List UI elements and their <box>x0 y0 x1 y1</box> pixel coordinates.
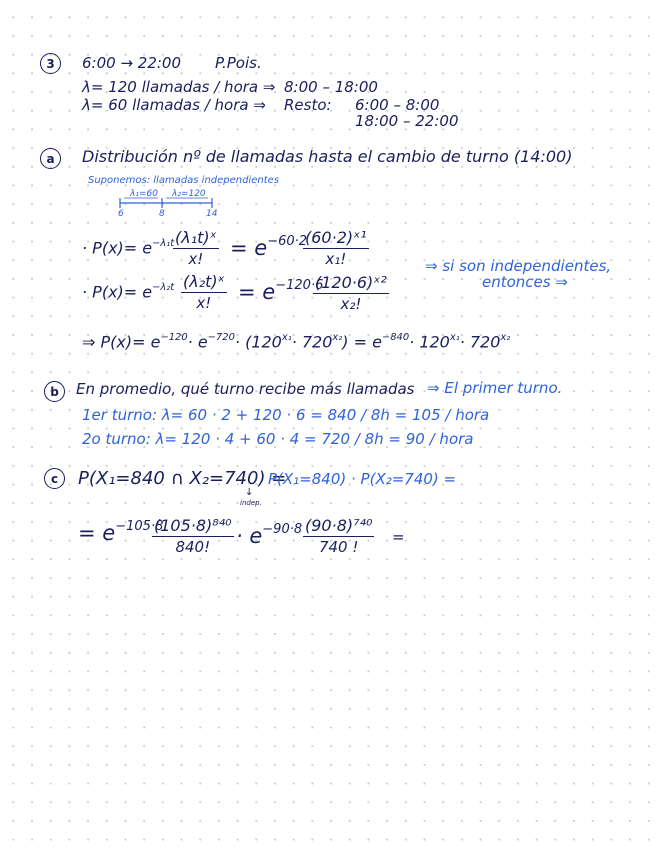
part-b-answer: ⇒ El primer turno. <box>427 379 563 397</box>
rest-label: Resto: <box>284 96 332 114</box>
part-c-line-1b: P(X₁=840) · P(X₂=740) = <box>268 470 457 488</box>
problem-number-3: 3 <box>40 53 61 74</box>
timeline-tick-8: 8 <box>159 209 165 219</box>
part-b-row-1: 1er turno: λ= 60 · 2 + 120 · 6 = 840 / 8h = 105 / hora <box>82 406 490 424</box>
part-c-marker: c <box>44 468 65 489</box>
part-a-marker: a <box>40 148 61 169</box>
formula-2-lhs: · $P(x)= e^{-\lambda_2t}$ <box>82 282 175 302</box>
formula-1-rhs: = $e^{-60\cdot 2}$ <box>230 234 308 260</box>
part-b-heading: En promedio, qué turno recibe más llamadas <box>76 380 415 398</box>
part-c-line-1: P(X₁=840 ∩ X₂=740) = <box>78 468 287 489</box>
formula-3: ⇒ $P(x)= e^{-120}\cdot e^{-720}\cdot (120^{x_1}\cdot 720^{x_2}) = e^{-840}\cdot 120^{x_1}\cdot 720^{x_2}$ <box>82 332 511 352</box>
formula-1-fraction-2: (60·2)ˣ¹ x₁! <box>305 228 367 268</box>
part-c-line-2-mid: · $e^{-90\cdot 8}$ <box>236 522 303 548</box>
model-label: P.Pois. <box>215 54 262 72</box>
part-c-line-2-start: = $e^{-105\cdot 8}$ <box>78 519 164 545</box>
rate-1: λ= 120 llamadas / hora ⇒ <box>82 78 276 96</box>
time-range: 6:00 → 22:00 <box>82 54 182 72</box>
range-1: 8:00 – 18:00 <box>284 78 378 96</box>
formula-1-fraction: (λ₁t)ˣ x! <box>175 228 217 268</box>
timeline-rate-1: λ₁=60 <box>130 189 158 199</box>
formula-2-rhs: = $e^{-120\cdot 6}$ <box>238 278 324 304</box>
formula-2-fraction-2: (120·6)ˣ² x₂! <box>315 273 387 313</box>
part-b-row-2: 2o turno: λ= 120 · 4 + 60 · 4 = 720 / 8h = 90 / hora <box>82 430 474 448</box>
rate-2: λ= 60 llamadas / hora ⇒ <box>82 96 266 114</box>
indep-note: indep. <box>240 499 262 507</box>
part-c-line-2-end: = <box>392 528 405 546</box>
timeline-tick-6: 6 <box>118 209 124 219</box>
rest-range-2: 18:00 – 22:00 <box>355 112 459 130</box>
timeline-rate-2: λ₂=120 <box>172 189 206 199</box>
assumption-note: Suponemos: llamadas independientes <box>88 175 280 186</box>
formula-2-fraction: (λ₂t)ˣ x! <box>183 272 225 312</box>
timeline-tick-14: 14 <box>206 209 218 219</box>
side-note-1: ⇒ si son independientes, <box>425 257 612 275</box>
indep-arrow: ↓ <box>245 487 254 498</box>
part-b-marker: b <box>44 381 65 402</box>
rest-range-1: 6:00 – 8:00 <box>355 96 440 114</box>
part-a-heading: Distribución nº de llamadas hasta el cambio de turno (14:00) <box>82 147 573 166</box>
part-c-fraction-1: (105·8)⁸⁴⁰ 840! <box>154 516 232 556</box>
part-c-fraction-2: (90·8)⁷⁴⁰ 740 ! <box>305 516 373 556</box>
side-note-2: entonces ⇒ <box>482 273 568 291</box>
formula-1-lhs: · $P(x)= e^{-\lambda_1t}$ <box>82 238 175 258</box>
